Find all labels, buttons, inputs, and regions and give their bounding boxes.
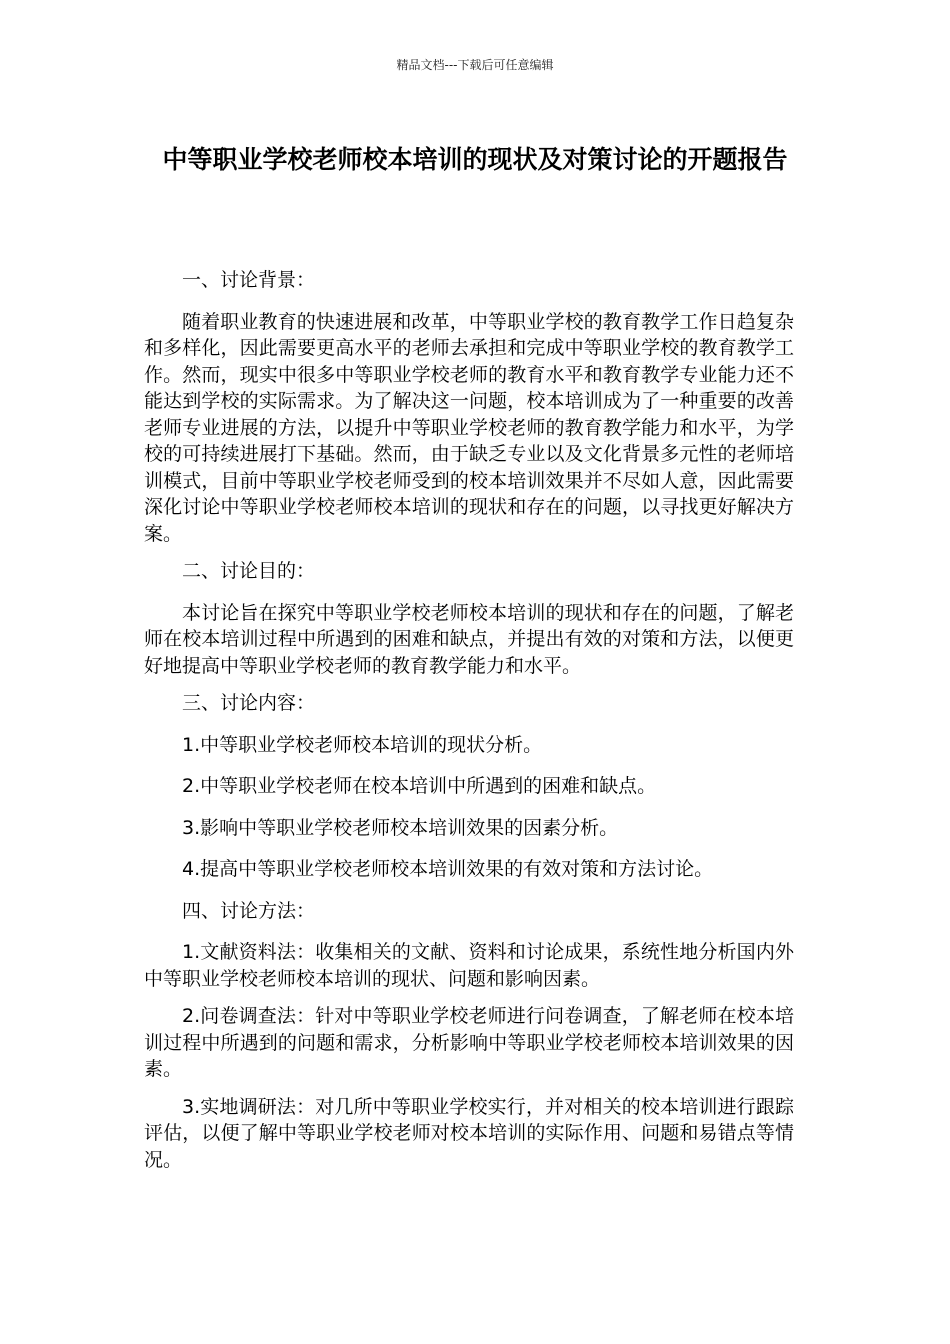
document-title: 中等职业学校老师校本培训的现状及对策讨论的开题报告 xyxy=(162,145,788,174)
section-heading-methods: 四、讨论方法： xyxy=(182,899,316,922)
list-item-content-3: 3.影响中等职业学校老师校本培训效果的因素分析。 xyxy=(182,816,619,839)
list-item-content-4: 4.提高中等职业学校老师校本培训效果的有效对策和方法讨论。 xyxy=(182,858,714,880)
list-item-method-2: 2.问卷调查法：针对中等职业学校老师进行问卷调查，了解老师在校本培训过程中所遇到的问题和需求，分析影响中等职业学校老师校本培训效果的因素。 xyxy=(144,1005,794,1080)
section-heading-background: 一、讨论背景： xyxy=(182,269,316,291)
page-header: 精品文档---下载后可任意编辑 xyxy=(396,58,554,72)
document-body xyxy=(144,267,794,1184)
list-item-content-1: 1.中等职业学校老师校本培训的现状分析。 xyxy=(182,733,543,756)
list-item-method-3: 3.实地调研法：对几所中等职业学校实行，并对相关的校本培训进行跟踪评估，以便了解中等职业学校老师对校本培训的实际作用、问题和易错点等情况。 xyxy=(144,1095,794,1171)
paragraph-background: 随着职业教育的快速进展和改革，中等职业学校的教育教学工作日趋复杂和多样化，因此需要更高水平的老师去承担和完成中等职业学校的教育教学工作。然而，现实中很多中等职业学校老师的教育水平和教育教学专业能力还不能达到学校的实际需求。为了解决这一问题，校本培训成为了一种重要的改善老师专业进展的方法，以提升中等职业学校老师的教育教学能力和水平，为学校的可持续进展打下基础。然而，由于缺乏专业以及文化背景多元性的老师培训模式，目前中等职业学校老师受到的校本培训效果并不尽如人意，因此需要深化讨论中等职业学校老师校本培训的现状和存在的问题，以寻找更好解决方案。 xyxy=(144,310,794,545)
list-item-method-1: 1.文献资料法：收集相关的文献、资料和讨论成果，系统性地分析国内外中等职业学校老师校本培训的现状、问题和影响因素。 xyxy=(144,941,794,990)
list-item-content-2: 2.中等职业学校老师在校本培训中所遇到的困难和缺点。 xyxy=(182,775,657,797)
section-heading-purpose: 二、讨论目的： xyxy=(182,560,316,582)
section-heading-content: 三、讨论内容： xyxy=(182,692,316,714)
paragraph-purpose: 本讨论旨在探究中等职业学校老师校本培训的现状和存在的问题，了解老师在校本培训过程中所遇到的困难和缺点，并提出有效的对策和方法，以便更好地提高中等职业学校老师的教育教学能力和水平。 xyxy=(144,601,794,677)
